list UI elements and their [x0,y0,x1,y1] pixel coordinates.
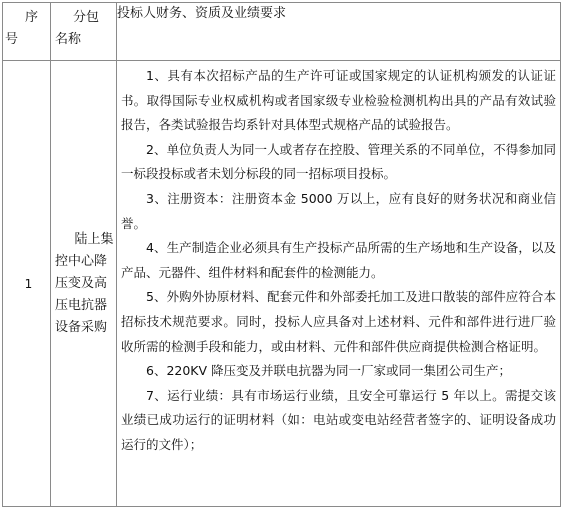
header-row [3,3,561,61]
requirement-item: 5、外购外协原材料、配套元件和外部委托加工及进口散装的部件应符合本招标技术规范要求。同时，投标人应具备对上述材料、元件和部件进行进厂验收所需的检测手段和能力，或由材料、元件和部件供应商提供检测合格证明。 [121,289,556,354]
requirement-item: 7、运行业绩：具有市场运行业绩，且安全可靠运行 5 年以上。需提交该业绩已成功运行的证明材料（如：电站或变电站经营者签字的、证明设备成功运行的文件）； [121,387,556,452]
row-seq: 1 [3,61,51,507]
requirement-item: 1、具有本次招标产品的生产许可证或国家规定的认证机构颁发的认证证书。取得国际专业权威机构或者国家级专业检验检测机构出具的产品有效试验报告，各类试验报告均系针对具体型式规格产品的试验报告。 [121,68,556,133]
requirements-table [2,2,561,507]
row-package-cell [51,61,117,507]
header-requirements: 投标人财务、资质及业绩要求 [117,3,561,61]
header-seq-bottom: 号 [5,32,19,47]
header-seq [3,3,51,61]
header-package [51,3,117,61]
row-requirements [117,61,561,507]
header-package-bottom: 名称 [55,32,82,47]
requirement-item: 6、220KV 降压变及并联电抗器为同一厂家或同一集团公司生产； [146,363,512,379]
requirement-item: 2、单位负责人为同一人或者存在控股、管理关系的不同单位，不得参加同一标段投标或者未划分标段的同一招标项目投标。 [121,141,556,182]
requirement-item: 3、注册资本：注册资本金 5000 万以上，应有良好的财务状况和商业信誉。 [121,190,556,231]
header-package-top: 分包 [73,10,100,25]
header-seq-top: 序 [24,10,38,25]
requirement-item: 4、生产制造企业必须具有生产投标产品所需的生产场地和生产设备，以及产品、元器件、组件材料和配套件的检测能力。 [121,240,556,280]
row-package-name: 陆上集控中心降压变及高压电抗器设备采购 [55,231,114,335]
table-row [3,61,561,507]
